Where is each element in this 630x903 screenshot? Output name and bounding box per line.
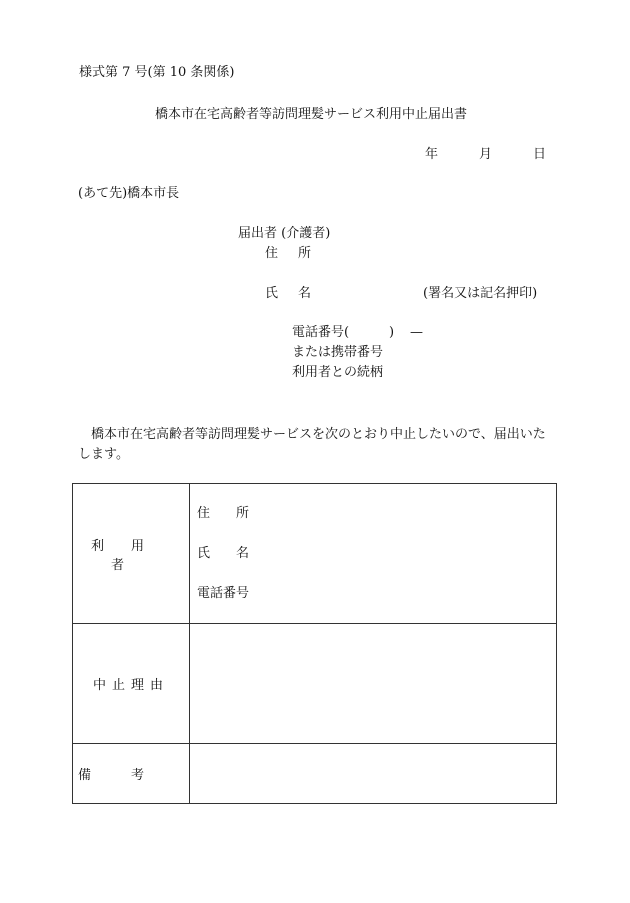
reason-label-cell — [73, 624, 190, 744]
signature-note: (署名又は記名押印) — [423, 286, 538, 301]
form-number: 様式第 7 号(第 10 条関係) — [79, 65, 235, 80]
document-title: 橋本市在宅高齢者等訪問理髪サービス利用中止届出書 — [155, 107, 468, 122]
reason-label: 中止理由 — [92, 678, 169, 693]
applicant-mobile-label: または携帯番号 — [292, 345, 384, 360]
applicant-phone-label: 電話番号( — [292, 325, 350, 340]
reason-row — [73, 624, 557, 744]
user-name-label: 氏名 — [197, 545, 276, 561]
user-phone-label: 電話番号 — [197, 585, 250, 601]
date-day-label: 日 — [533, 147, 547, 162]
user-label-cell — [73, 484, 190, 624]
date-year-label: 年 — [425, 147, 439, 162]
remarks-input-cell[interactable] — [190, 744, 557, 804]
applicant-relation-label: 利用者との続柄 — [292, 365, 384, 380]
user-row — [73, 484, 557, 624]
user-fields-cell[interactable] — [190, 484, 557, 624]
form-table — [72, 483, 557, 804]
applicant-address-label: 住所 — [265, 246, 332, 261]
statement-text: 橋本市在宅高齢者等訪問理髪サービスを次のとおり中止したいので、届出いたします。 — [78, 427, 546, 462]
addressee: (あて先)橋本市長 — [78, 186, 180, 201]
reason-input-cell[interactable] — [190, 624, 557, 744]
user-label: 利用者 — [90, 538, 171, 573]
remarks-label-cell — [73, 744, 190, 804]
applicant-heading: 届出者 (介護者) — [238, 226, 331, 241]
remarks-row — [73, 744, 557, 804]
applicant-phone-close-paren: ) — [389, 325, 395, 340]
remarks-label: 備考 — [77, 768, 184, 783]
user-address-label: 住所 — [197, 505, 276, 521]
date-month-label: 月 — [479, 147, 493, 162]
applicant-name-label: 氏名 — [265, 286, 332, 301]
applicant-phone-dash: — — [410, 325, 423, 340]
